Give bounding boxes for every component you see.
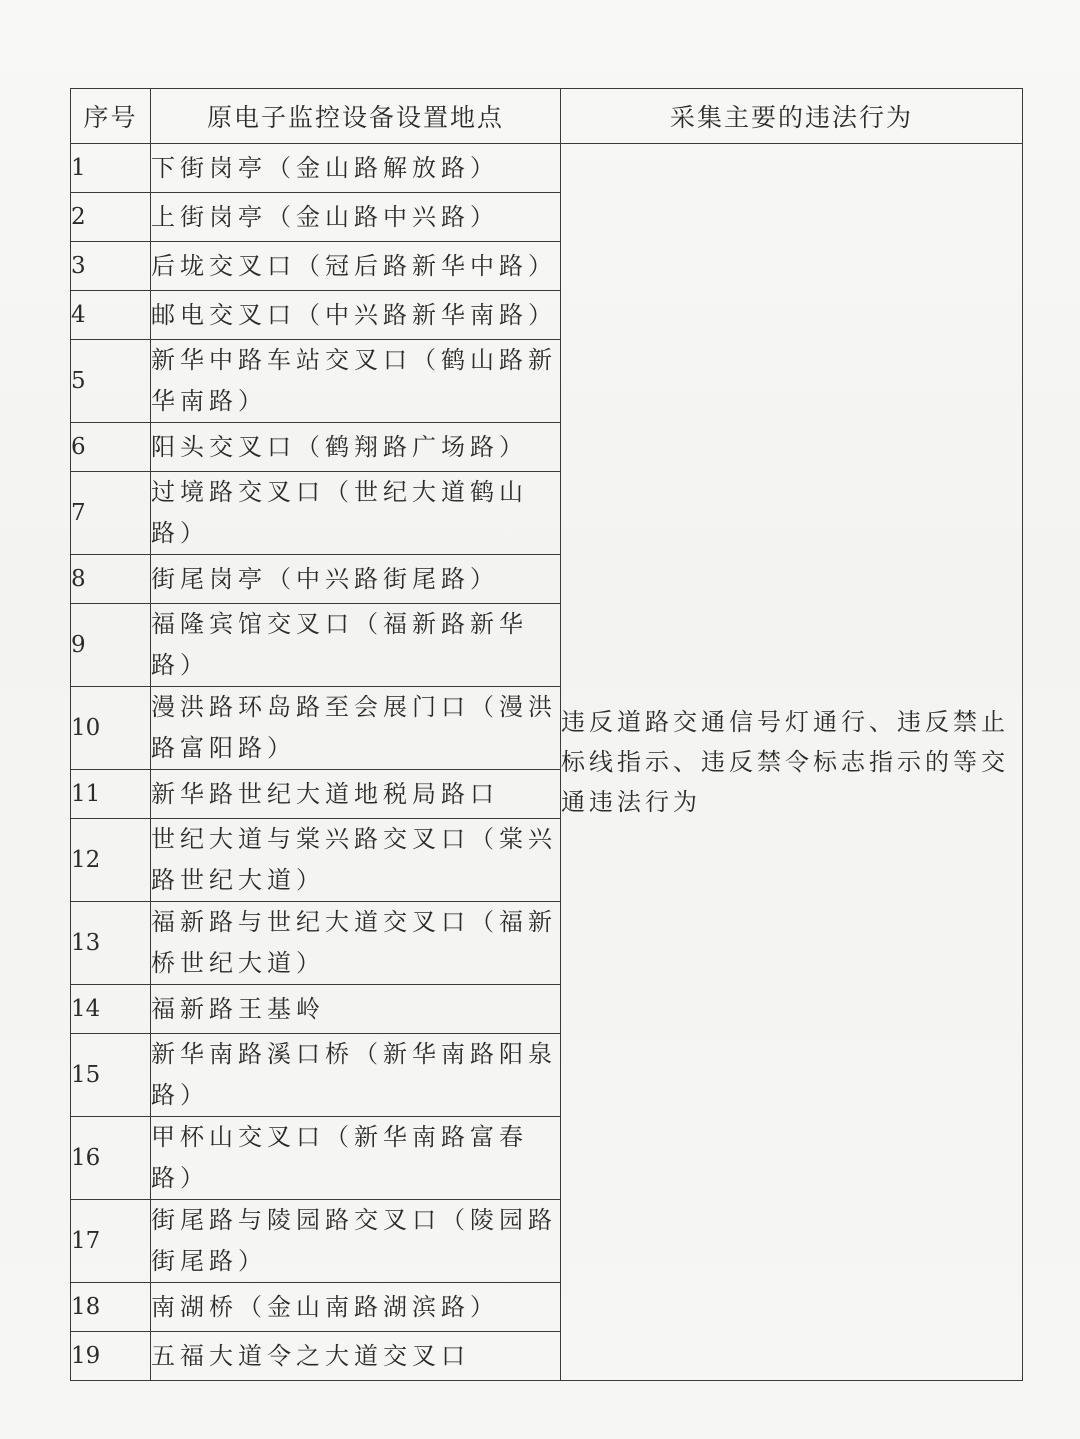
header-behavior: 采集主要的违法行为 xyxy=(561,89,1023,144)
row-num: 11 xyxy=(71,770,151,819)
row-num: 8 xyxy=(71,555,151,604)
row-location: 南湖桥（金山南路湖滨路） xyxy=(151,1283,561,1332)
violation-behavior-cell: 违反道路交通信号灯通行、违反禁止标线指示、违反禁令标志指示的等交通违法行为 xyxy=(561,144,1023,1381)
header-num: 序号 xyxy=(71,89,151,144)
row-location: 福隆宾馆交叉口（福新路新华路） xyxy=(151,604,561,687)
row-num: 10 xyxy=(71,687,151,770)
table-header-row xyxy=(71,89,1023,144)
row-location: 世纪大道与棠兴路交叉口（棠兴路世纪大道） xyxy=(151,819,561,902)
row-num: 4 xyxy=(71,291,151,340)
row-location: 甲杯山交叉口（新华南路富春路） xyxy=(151,1117,561,1200)
row-num: 7 xyxy=(71,472,151,555)
row-num: 3 xyxy=(71,242,151,291)
row-location: 新华中路车站交叉口（鹤山路新华南路） xyxy=(151,340,561,423)
row-location: 漫洪路环岛路至会展门口（漫洪路富阳路） xyxy=(151,687,561,770)
row-location: 过境路交叉口（世纪大道鹤山路） xyxy=(151,472,561,555)
monitoring-locations-table xyxy=(70,88,1023,1381)
row-num: 17 xyxy=(71,1200,151,1283)
row-num: 18 xyxy=(71,1283,151,1332)
row-location: 福新路与世纪大道交叉口（福新桥世纪大道） xyxy=(151,902,561,985)
table-row xyxy=(71,144,1023,193)
row-num: 15 xyxy=(71,1034,151,1117)
row-num: 14 xyxy=(71,985,151,1034)
row-num: 16 xyxy=(71,1117,151,1200)
row-location: 阳头交叉口（鹤翔路广场路） xyxy=(151,423,561,472)
row-num: 5 xyxy=(71,340,151,423)
row-location: 街尾岗亭（中兴路街尾路） xyxy=(151,555,561,604)
row-num: 9 xyxy=(71,604,151,687)
row-num: 2 xyxy=(71,193,151,242)
row-location: 新华路世纪大道地税局路口 xyxy=(151,770,561,819)
header-location: 原电子监控设备设置地点 xyxy=(151,89,561,144)
row-location: 街尾路与陵园路交叉口（陵园路街尾路） xyxy=(151,1200,561,1283)
row-location: 五福大道令之大道交叉口 xyxy=(151,1332,561,1381)
row-num: 13 xyxy=(71,902,151,985)
row-location: 后垅交叉口（冠后路新华中路） xyxy=(151,242,561,291)
row-location: 上街岗亭（金山路中兴路） xyxy=(151,193,561,242)
row-num: 1 xyxy=(71,144,151,193)
row-location: 新华南路溪口桥（新华南路阳泉路） xyxy=(151,1034,561,1117)
row-location: 邮电交叉口（中兴路新华南路） xyxy=(151,291,561,340)
row-num: 19 xyxy=(71,1332,151,1381)
row-num: 6 xyxy=(71,423,151,472)
row-location: 福新路王基岭 xyxy=(151,985,561,1034)
row-location: 下街岗亭（金山路解放路） xyxy=(151,144,561,193)
row-num: 12 xyxy=(71,819,151,902)
